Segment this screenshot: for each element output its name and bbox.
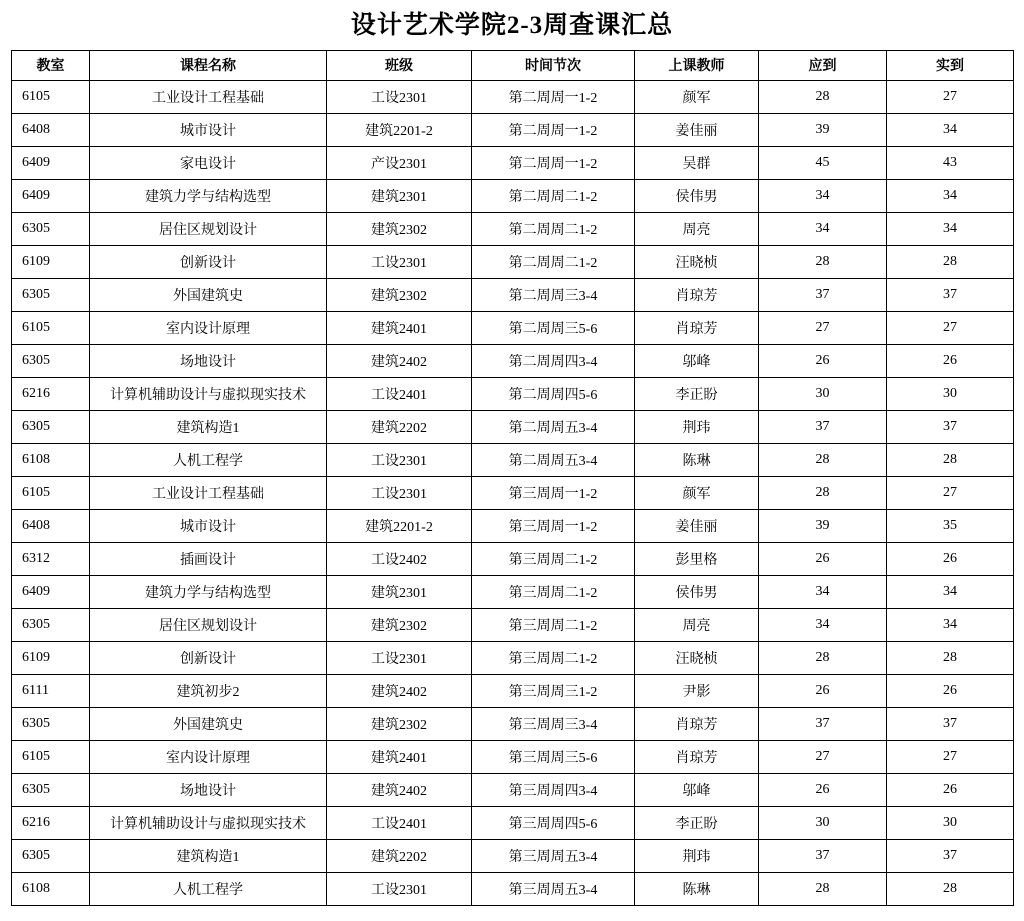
table-row [12,245,1014,278]
cell-room: 6409 [12,575,90,608]
cell-time: 第二周周三3-4 [472,278,635,311]
attendance-table [11,50,1014,906]
cell-expected: 45 [759,146,887,179]
cell-class: 建筑2302 [327,608,472,641]
cell-class: 工设2301 [327,641,472,674]
cell-room: 6305 [12,707,90,740]
cell-class: 建筑2302 [327,278,472,311]
cell-course: 城市设计 [90,509,327,542]
cell-actual: 26 [887,344,1014,377]
cell-room: 6216 [12,806,90,839]
table-row [12,179,1014,212]
cell-actual: 27 [887,476,1014,509]
table-row [12,311,1014,344]
table-row [12,872,1014,905]
cell-time: 第三周周三5-6 [472,740,635,773]
cell-course: 室内设计原理 [90,740,327,773]
cell-class: 建筑2201-2 [327,509,472,542]
cell-course: 外国建筑史 [90,707,327,740]
cell-teacher: 陈琳 [635,872,759,905]
cell-course: 居住区规划设计 [90,212,327,245]
cell-actual: 30 [887,377,1014,410]
cell-actual: 28 [887,443,1014,476]
table-row [12,278,1014,311]
cell-class: 工设2402 [327,542,472,575]
cell-course: 人机工程学 [90,443,327,476]
cell-class: 产设2301 [327,146,472,179]
cell-class: 建筑2202 [327,410,472,443]
table-row [12,575,1014,608]
cell-expected: 34 [759,608,887,641]
cell-room: 6305 [12,410,90,443]
cell-actual: 26 [887,542,1014,575]
cell-expected: 30 [759,806,887,839]
cell-course: 人机工程学 [90,872,327,905]
cell-expected: 30 [759,377,887,410]
cell-time: 第三周周五3-4 [472,872,635,905]
cell-class: 工设2401 [327,377,472,410]
column-header-room: 教室 [12,50,90,80]
cell-teacher: 姜佳丽 [635,113,759,146]
cell-time: 第三周周四3-4 [472,773,635,806]
cell-course: 建筑力学与结构选型 [90,179,327,212]
cell-room: 6408 [12,509,90,542]
cell-expected: 39 [759,113,887,146]
cell-class: 建筑2302 [327,707,472,740]
cell-teacher: 荆玮 [635,410,759,443]
cell-class: 建筑2202 [327,839,472,872]
cell-teacher: 肖琼芳 [635,278,759,311]
cell-class: 建筑2201-2 [327,113,472,146]
cell-time: 第三周周二1-2 [472,542,635,575]
table-body [12,80,1014,905]
cell-teacher: 李正盼 [635,377,759,410]
cell-course: 创新设计 [90,245,327,278]
cell-room: 6216 [12,377,90,410]
cell-teacher: 周亮 [635,212,759,245]
cell-room: 6108 [12,443,90,476]
cell-teacher: 汪晓桢 [635,245,759,278]
table-row [12,212,1014,245]
cell-actual: 37 [887,707,1014,740]
cell-course: 插画设计 [90,542,327,575]
cell-class: 建筑2402 [327,674,472,707]
cell-class: 建筑2301 [327,179,472,212]
cell-teacher: 姜佳丽 [635,509,759,542]
cell-expected: 34 [759,575,887,608]
cell-room: 6305 [12,839,90,872]
cell-actual: 26 [887,674,1014,707]
cell-time: 第二周周三5-6 [472,311,635,344]
cell-class: 工设2301 [327,872,472,905]
cell-course: 室内设计原理 [90,311,327,344]
table-row [12,839,1014,872]
table-row [12,542,1014,575]
cell-expected: 26 [759,773,887,806]
table-row [12,641,1014,674]
cell-expected: 37 [759,410,887,443]
table-row [12,410,1014,443]
cell-actual: 34 [887,212,1014,245]
table-row [12,806,1014,839]
cell-course: 建筑构造1 [90,410,327,443]
cell-course: 场地设计 [90,344,327,377]
cell-expected: 27 [759,740,887,773]
cell-room: 6105 [12,740,90,773]
cell-course: 家电设计 [90,146,327,179]
cell-actual: 27 [887,311,1014,344]
cell-actual: 26 [887,773,1014,806]
cell-room: 6111 [12,674,90,707]
cell-teacher: 邬峰 [635,344,759,377]
cell-room: 6109 [12,641,90,674]
cell-actual: 37 [887,278,1014,311]
cell-expected: 28 [759,80,887,113]
cell-teacher: 荆玮 [635,839,759,872]
column-header-class: 班级 [327,50,472,80]
cell-course: 外国建筑史 [90,278,327,311]
cell-room: 6305 [12,278,90,311]
table-row [12,773,1014,806]
table-row [12,146,1014,179]
page-title: 设计艺术学院2-3周查课汇总 [350,12,674,39]
cell-teacher: 尹影 [635,674,759,707]
cell-room: 6408 [12,113,90,146]
cell-expected: 28 [759,476,887,509]
cell-teacher: 肖琼芳 [635,740,759,773]
cell-expected: 39 [759,509,887,542]
column-header-time: 时间节次 [472,50,635,80]
cell-teacher: 周亮 [635,608,759,641]
cell-teacher: 李正盼 [635,806,759,839]
cell-room: 6108 [12,872,90,905]
cell-actual: 34 [887,113,1014,146]
cell-time: 第二周周二1-2 [472,245,635,278]
table-row [12,707,1014,740]
cell-class: 建筑2302 [327,212,472,245]
cell-time: 第三周周二1-2 [472,608,635,641]
cell-room: 6305 [12,344,90,377]
cell-teacher: 彭里格 [635,542,759,575]
cell-time: 第二周周四3-4 [472,344,635,377]
cell-time: 第三周周四5-6 [472,806,635,839]
table-row [12,344,1014,377]
cell-time: 第二周周一1-2 [472,146,635,179]
cell-actual: 30 [887,806,1014,839]
column-header-expected: 应到 [759,50,887,80]
cell-actual: 28 [887,872,1014,905]
cell-time: 第二周周二1-2 [472,212,635,245]
cell-expected: 26 [759,344,887,377]
cell-actual: 37 [887,839,1014,872]
table-row [12,674,1014,707]
cell-class: 工设2301 [327,476,472,509]
cell-class: 工设2401 [327,806,472,839]
cell-course: 计算机辅助设计与虚拟现实技术 [90,806,327,839]
cell-class: 建筑2402 [327,773,472,806]
cell-course: 计算机辅助设计与虚拟现实技术 [90,377,327,410]
cell-actual: 35 [887,509,1014,542]
cell-time: 第二周周一1-2 [472,113,635,146]
cell-teacher: 肖琼芳 [635,311,759,344]
cell-actual: 34 [887,575,1014,608]
cell-course: 创新设计 [90,641,327,674]
cell-time: 第三周周一1-2 [472,476,635,509]
cell-course: 工业设计工程基础 [90,80,327,113]
cell-expected: 27 [759,311,887,344]
table-header-row [12,50,1014,80]
cell-expected: 37 [759,707,887,740]
table-row [12,113,1014,146]
column-header-actual: 实到 [887,50,1014,80]
cell-time: 第三周周三3-4 [472,707,635,740]
cell-course: 居住区规划设计 [90,608,327,641]
cell-class: 工设2301 [327,245,472,278]
cell-actual: 27 [887,80,1014,113]
cell-time: 第三周周一1-2 [472,509,635,542]
cell-room: 6305 [12,608,90,641]
cell-room: 6409 [12,146,90,179]
cell-time: 第二周周二1-2 [472,179,635,212]
cell-room: 6105 [12,311,90,344]
column-header-teacher: 上课教师 [635,50,759,80]
column-header-course: 课程名称 [90,50,327,80]
cell-time: 第三周周二1-2 [472,575,635,608]
cell-teacher: 侯伟男 [635,575,759,608]
cell-course: 城市设计 [90,113,327,146]
cell-teacher: 肖琼芳 [635,707,759,740]
table-row [12,740,1014,773]
cell-expected: 37 [759,839,887,872]
cell-room: 6105 [12,80,90,113]
cell-expected: 37 [759,278,887,311]
cell-class: 建筑2401 [327,311,472,344]
cell-expected: 28 [759,872,887,905]
cell-time: 第三周周二1-2 [472,641,635,674]
cell-room: 6105 [12,476,90,509]
cell-course: 工业设计工程基础 [90,476,327,509]
cell-expected: 28 [759,641,887,674]
cell-teacher: 吴群 [635,146,759,179]
table-row [12,608,1014,641]
cell-actual: 28 [887,245,1014,278]
cell-time: 第三周周三1-2 [472,674,635,707]
cell-actual: 34 [887,179,1014,212]
cell-class: 工设2301 [327,443,472,476]
table-header [12,50,1014,80]
cell-course: 建筑构造1 [90,839,327,872]
cell-teacher: 颜军 [635,80,759,113]
cell-teacher: 侯伟男 [635,179,759,212]
cell-actual: 43 [887,146,1014,179]
cell-course: 场地设计 [90,773,327,806]
cell-teacher: 邬峰 [635,773,759,806]
cell-expected: 26 [759,674,887,707]
cell-expected: 26 [759,542,887,575]
cell-room: 6305 [12,773,90,806]
cell-room: 6312 [12,542,90,575]
cell-actual: 28 [887,641,1014,674]
cell-time: 第二周周一1-2 [472,80,635,113]
cell-expected: 28 [759,245,887,278]
cell-room: 6109 [12,245,90,278]
cell-actual: 34 [887,608,1014,641]
table-row [12,443,1014,476]
cell-teacher: 陈琳 [635,443,759,476]
cell-teacher: 汪晓桢 [635,641,759,674]
cell-room: 6305 [12,212,90,245]
cell-teacher: 颜军 [635,476,759,509]
cell-time: 第三周周五3-4 [472,839,635,872]
cell-course: 建筑初步2 [90,674,327,707]
table-row [12,377,1014,410]
cell-actual: 27 [887,740,1014,773]
cell-class: 工设2301 [327,80,472,113]
cell-time: 第二周周五3-4 [472,443,635,476]
cell-expected: 34 [759,179,887,212]
cell-expected: 28 [759,443,887,476]
table-row [12,80,1014,113]
cell-class: 建筑2402 [327,344,472,377]
cell-room: 6409 [12,179,90,212]
table-row [12,476,1014,509]
cell-course: 建筑力学与结构选型 [90,575,327,608]
table-row [12,509,1014,542]
cell-expected: 34 [759,212,887,245]
cell-actual: 37 [887,410,1014,443]
cell-time: 第二周周四5-6 [472,377,635,410]
cell-time: 第二周周五3-4 [472,410,635,443]
cell-class: 建筑2301 [327,575,472,608]
cell-class: 建筑2401 [327,740,472,773]
